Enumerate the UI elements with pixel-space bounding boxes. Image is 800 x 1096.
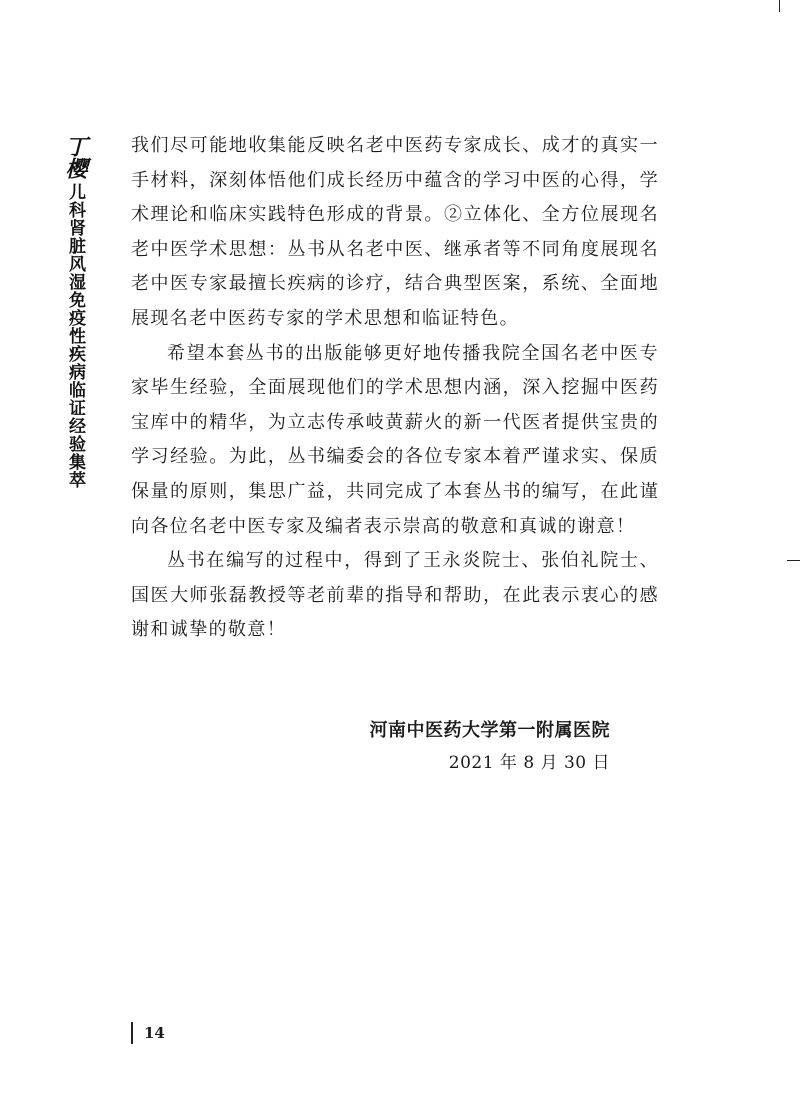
- crop-mark-top: [779, 0, 780, 12]
- signature-date: 2021 年 8 月 30 日: [448, 753, 610, 773]
- signature-organization: 河南中医药大学第一附属医院: [369, 720, 610, 741]
- footer-divider: [131, 1022, 133, 1044]
- book-title-vertical: 儿科肾脏风湿免疫性疾病临证经验集萃: [65, 183, 85, 489]
- paragraph-2: 希望本套丛书的出版能够更好地传播我院全国名老中医专家毕生经验，全面展现他们的学术思想内涵，深入挖掘中医药宝库中的精华，为立志传承岐黄薪火的新一代医者提供宝贵的学习经验。为此，丛书编委会的各位专家本着严谨求实、保质保量的原则，集思广益，共同完成了本套丛书的编写，在此谨向各位名老中医专家及编者表示崇高的敬意和真诚的谢意！: [131, 342, 659, 537]
- running-header-spine: [62, 135, 88, 489]
- paragraph-1: 我们尽可能地收集能反映名老中医药专家成长、成才的真实一手材料，深刻体悟他们成长经历中蕴含的学习中医的心得，学术理论和临床实践特色形成的背景。②立体化、全方位展现名老中医学术思想：丛书从名老中医、继承者等不同角度展现名老中医专家最擅长疾病的诊疗，结合典型医案，系统、全面地展现名老中医药专家的学术思想和临证特色。: [131, 135, 659, 329]
- author-name-calligraphy: 丁樱: [62, 135, 88, 179]
- crop-mark-right: [787, 560, 800, 561]
- paragraph-3: 丛书在编写的过程中，得到了王永炎院士、张伯礼院士、国医大师张磊教授等老前辈的指导和帮助，在此表示衷心的感谢和诚挚的敬意！: [131, 550, 659, 641]
- body-text: [131, 129, 659, 648]
- page-number: 14: [144, 1024, 165, 1042]
